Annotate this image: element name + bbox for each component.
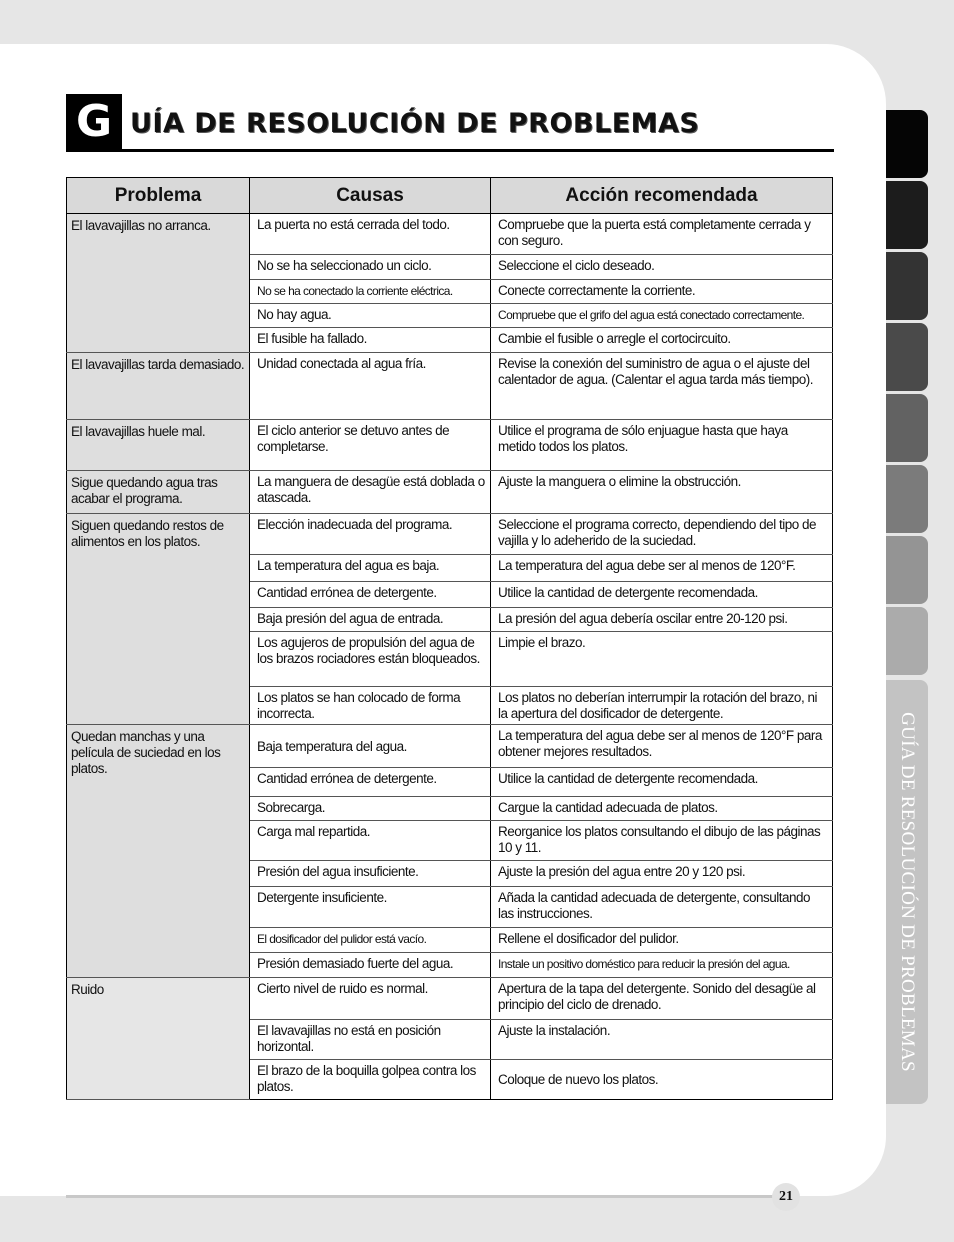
cause-cell: Presión del agua insuficiente. <box>250 861 491 887</box>
table-row <box>67 353 833 420</box>
table-row <box>67 978 833 1020</box>
table-header-row <box>67 178 833 214</box>
cause-cell: La puerta no está cerrada del todo. <box>250 214 491 255</box>
table-row <box>67 471 833 514</box>
cause-cell: Cantidad errónea de detergente. <box>250 768 491 797</box>
table-row <box>67 514 833 555</box>
problem-cell: El lavavajillas no arranca. <box>67 214 250 353</box>
side-tab-label: GUÍA DE RESOLUCIÓN DE PROBLEMAS <box>897 712 918 1072</box>
problem-cell: El lavavajillas huele mal. <box>67 420 250 471</box>
index-tab-7[interactable] <box>886 536 928 604</box>
action-cell: La temperatura del agua debe ser al menos de 120°F para obtener mejores resultados. <box>491 725 833 768</box>
index-tab-3[interactable] <box>886 252 928 320</box>
cause-cell: Cierto nivel de ruido es normal. <box>250 978 491 1020</box>
action-cell: Compruebe que el grifo del agua está conectado correctamente. <box>491 304 833 328</box>
cause-cell: Carga mal repartida. <box>250 821 491 861</box>
cause-cell: Detergente insuficiente. <box>250 887 491 928</box>
table-row <box>67 214 833 255</box>
action-cell: Los platos no deberían interrumpir la rotación del brazo, ni la apertura del dosificador de detergente. <box>491 687 833 725</box>
action-cell: Ajuste la instalación. <box>491 1020 833 1060</box>
action-cell: Rellene el dosificador del pulidor. <box>491 928 833 953</box>
header-accion: Acción recomendada <box>491 178 833 214</box>
action-cell: Coloque de nuevo los platos. <box>491 1060 833 1100</box>
action-cell: Revise la conexión del suministro de agua o el ajuste del calentador de agua. (Calentar el agua tarda más tiempo). <box>491 353 833 420</box>
cause-cell: El lavavajillas no está en posición horizontal. <box>250 1020 491 1060</box>
index-tab-2[interactable] <box>886 181 928 249</box>
action-cell: Seleccione el ciclo deseado. <box>491 255 833 280</box>
problem-cell: Sigue quedando agua tras acabar el programa. <box>67 471 250 514</box>
cause-cell: Los agujeros de propulsión del agua de los brazos rociadores están bloqueados. <box>250 632 491 687</box>
index-tab-1[interactable] <box>886 110 928 178</box>
action-cell: Utilice la cantidad de detergente recomendada. <box>491 582 833 608</box>
cause-cell: Cantidad errónea de detergente. <box>250 582 491 608</box>
action-cell: Ajuste la manguera o elimine la obstrucción. <box>491 471 833 514</box>
troubleshooting-table <box>66 177 833 1100</box>
problem-cell: Quedan manchas y una película de suciedad en los platos. <box>67 725 250 978</box>
action-cell: La presión del agua debería oscilar entre 20-120 psi. <box>491 608 833 632</box>
page-title <box>66 94 834 152</box>
cause-cell: Unidad conectada al agua fría. <box>250 353 491 420</box>
index-tab-8[interactable] <box>886 607 928 675</box>
cause-cell: La temperatura del agua es baja. <box>250 555 491 582</box>
action-cell: Instale un positivo doméstico para reducir la presión del agua. <box>491 953 833 978</box>
action-cell: Compruebe que la puerta está completamente cerrada y con seguro. <box>491 214 833 255</box>
index-tab-4[interactable] <box>886 323 928 391</box>
index-tab-5[interactable] <box>886 394 928 462</box>
cause-cell: Baja presión del agua de entrada. <box>250 608 491 632</box>
action-cell: Limpie el brazo. <box>491 632 833 687</box>
cause-cell: Elección inadecuada del programa. <box>250 514 491 555</box>
cause-cell: Baja temperatura del agua. <box>250 725 491 768</box>
cause-cell: No se ha seleccionado un ciclo. <box>250 255 491 280</box>
cause-cell: Los platos se han colocado de forma incorrecta. <box>250 687 491 725</box>
page-number: 21 <box>772 1183 800 1211</box>
table-row <box>67 420 833 471</box>
cause-cell: Presión demasiado fuerte del agua. <box>250 953 491 978</box>
action-cell: Utilice la cantidad de detergente recomendada. <box>491 768 833 797</box>
table-row <box>67 725 833 768</box>
problem-cell: El lavavajillas tarda demasiado. <box>67 353 250 420</box>
index-tab-troubleshooting[interactable] <box>886 680 928 1104</box>
action-cell: Utilice el programa de sólo enjuague hasta que haya metido todos los platos. <box>491 420 833 471</box>
cause-cell: No hay agua. <box>250 304 491 328</box>
cause-cell: Sobrecarga. <box>250 797 491 821</box>
footer-rule <box>66 1195 776 1198</box>
action-cell: Ajuste la presión del agua entre 20 y 120 psi. <box>491 861 833 887</box>
action-cell: La temperatura del agua debe ser al menos de 120°F. <box>491 555 833 582</box>
action-cell: Reorganice los platos consultando el dibujo de las páginas 10 y 11. <box>491 821 833 861</box>
action-cell: Cargue la cantidad adecuada de platos. <box>491 797 833 821</box>
cause-cell: El fusible ha fallado. <box>250 328 491 353</box>
cause-cell: No se ha conectado la corriente eléctrica. <box>250 280 491 304</box>
action-cell: Cambie el fusible o arregle el cortocircuito. <box>491 328 833 353</box>
title-text: UÍA DE RESOLUCIÓN DE PROBLEMAS <box>130 108 700 139</box>
cause-cell: El brazo de la boquilla golpea contra los platos. <box>250 1060 491 1100</box>
action-cell: Apertura de la tapa del detergente. Sonido del desagüe al principio del ciclo de drenado. <box>491 978 833 1020</box>
problem-cell: Siguen quedando restos de alimentos en los platos. <box>67 514 250 725</box>
cause-cell: El ciclo anterior se detuvo antes de completarse. <box>250 420 491 471</box>
cause-cell: La manguera de desagüe está doblada o atascada. <box>250 471 491 514</box>
title-initial: G <box>66 94 122 150</box>
header-causas: Causas <box>250 178 491 214</box>
index-tab-6[interactable] <box>886 465 928 533</box>
action-cell: Añada la cantidad adecuada de detergente, consultando las instrucciones. <box>491 887 833 928</box>
cause-cell: El dosificador del pulidor está vacío. <box>250 928 491 953</box>
action-cell: Conecte correctamente la corriente. <box>491 280 833 304</box>
action-cell: Seleccione el programa correcto, dependiendo del tipo de vajilla y lo adeherido de la suciedad. <box>491 514 833 555</box>
problem-cell: Ruido <box>67 978 250 1100</box>
header-problema: Problema <box>67 178 250 214</box>
